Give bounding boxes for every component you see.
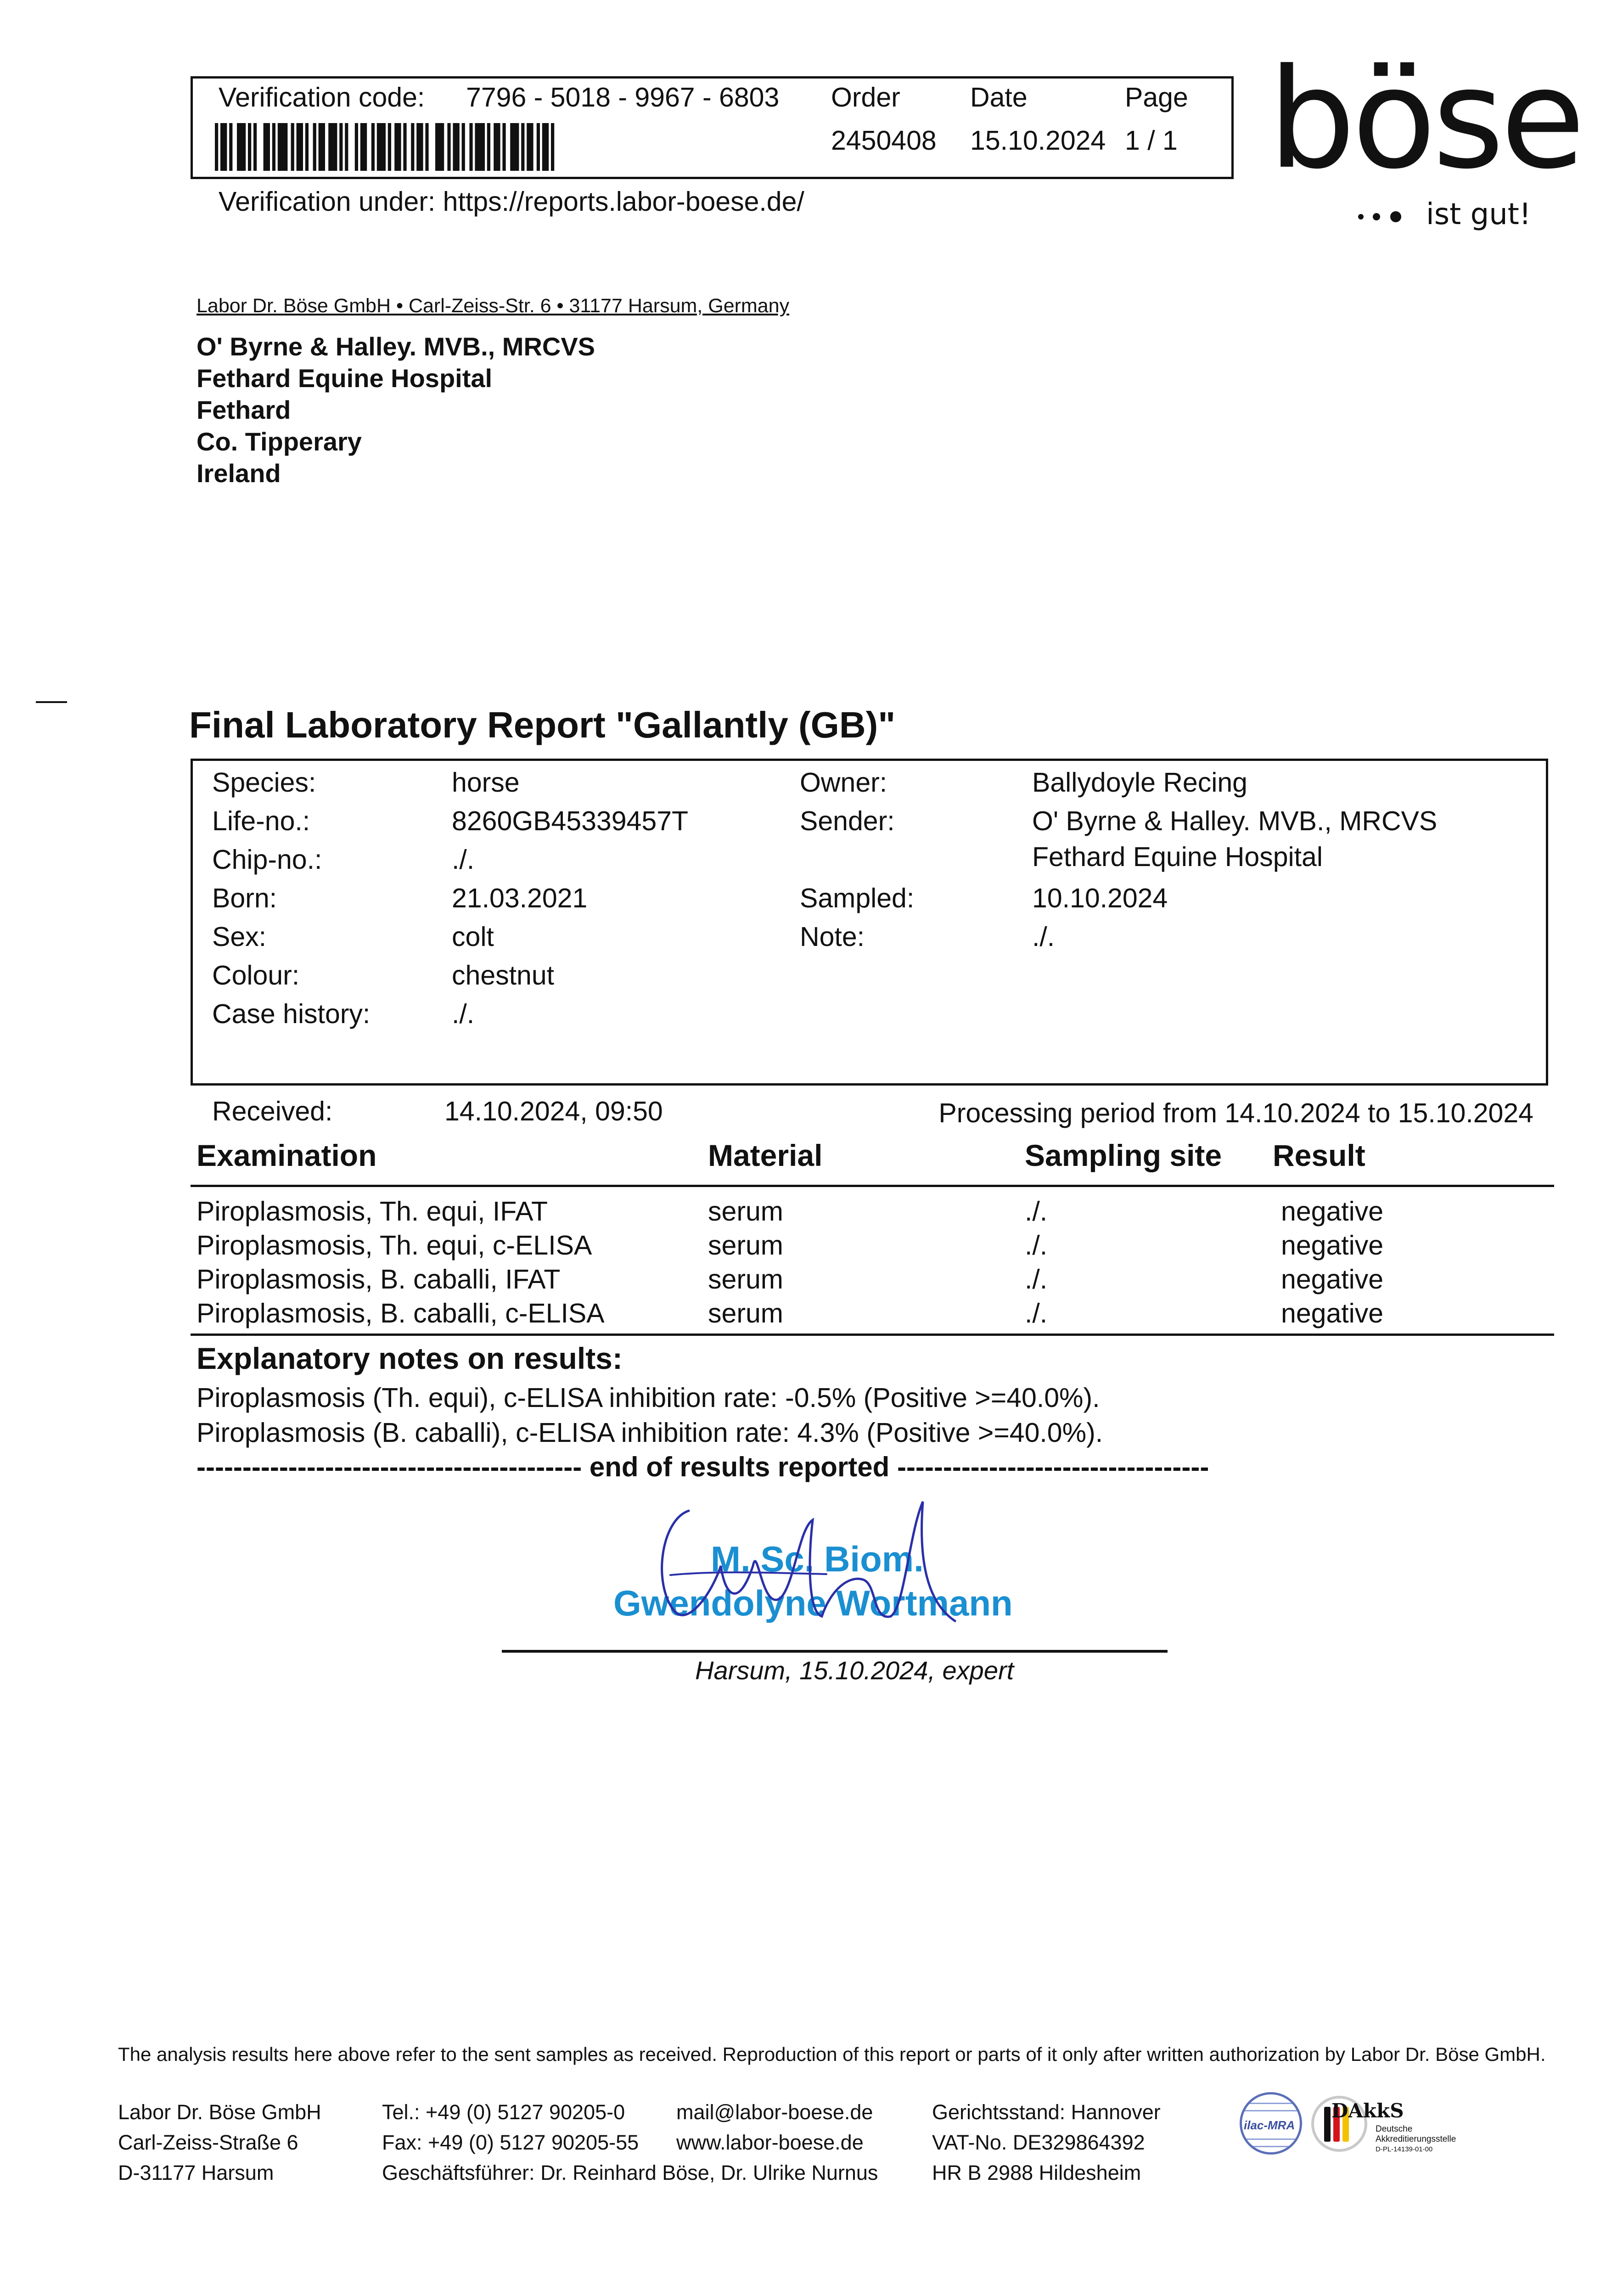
date-value: 15.10.2024: [970, 125, 1106, 156]
barcode-bar: [371, 123, 375, 171]
note-label: Note:: [800, 922, 865, 952]
owner-value: Ballydoyle Recing: [1032, 767, 1247, 798]
handwritten-signature: [634, 1492, 1001, 1639]
dakks-sub-1: Deutsche: [1376, 2124, 1413, 2134]
table-row-material: serum: [708, 1298, 783, 1328]
barcode-bar: [278, 123, 288, 171]
sender-line: Labor Dr. Böse GmbH • Carl-Zeiss-Str. 6 • 31177 Harsum, Germany: [197, 295, 790, 317]
barcode-bar: [411, 123, 414, 171]
table-row-examination: Piroplasmosis, B. caballi, c-ELISA: [197, 1298, 605, 1328]
barcode-bar: [542, 123, 549, 171]
life-no-label: Life-no.:: [212, 806, 310, 836]
barcode-bar: [403, 123, 406, 171]
order-label: Order: [831, 82, 900, 113]
boese-logo: böse: [1268, 39, 1582, 199]
barcode-bar: [264, 123, 270, 171]
born-value: 21.03.2021: [452, 883, 588, 913]
table-header-rule: [191, 1185, 1554, 1187]
barcode-bar: [425, 123, 428, 171]
barcode-bar: [537, 123, 540, 171]
report-title: Final Laboratory Report "Gallantly (GB)": [189, 704, 896, 745]
recipient-line: Ireland: [197, 459, 281, 488]
footer-line: D-31177 Harsum: [118, 2161, 274, 2184]
table-row-result: negative: [1281, 1196, 1384, 1227]
order-value: 2450408: [831, 125, 937, 156]
barcode-bar: [475, 123, 485, 171]
chip-no-value: ./.: [452, 844, 475, 875]
barcode-bar: [377, 123, 386, 171]
end-of-results-line: ------------------------------------------ end of results reported ----------------------------------: [197, 1452, 1209, 1482]
footer-email[interactable]: mail@labor-boese.de: [676, 2100, 873, 2124]
footer-line: Labor Dr. Böse GmbH: [118, 2100, 321, 2124]
sex-value: colt: [452, 922, 494, 952]
logo-tagline: ist gut!: [1426, 197, 1531, 231]
barcode-bar: [297, 123, 303, 171]
table-header-examination: Examination: [197, 1138, 377, 1172]
barcode-bar: [487, 123, 490, 171]
received-value: 14.10.2024, 09:50: [444, 1096, 663, 1126]
page-value: 1 / 1: [1125, 125, 1178, 156]
barcode-bar: [510, 123, 519, 171]
colour-label: Colour:: [212, 960, 300, 990]
barcode-bar: [435, 123, 444, 171]
note-value: ./.: [1032, 922, 1055, 952]
recipient-line: Fethard: [197, 395, 291, 424]
footer-line: Gerichtsstand: Hannover: [932, 2100, 1161, 2124]
ilac-mra-logo-icon: [1240, 2092, 1302, 2155]
recipient-line: Co. Tipperary: [197, 427, 362, 456]
sampled-label: Sampled:: [800, 883, 915, 913]
barcode-bar: [551, 123, 554, 171]
page-label: Page: [1125, 82, 1188, 113]
barcode-bar: [313, 123, 316, 171]
sampled-value: 10.10.2024: [1032, 883, 1168, 913]
barcode-bar: [394, 123, 401, 171]
processing-period: Processing period from 14.10.2024 to 15.10.2024: [938, 1098, 1533, 1128]
barcode-bar: [248, 123, 251, 171]
owner-label: Owner:: [800, 767, 887, 798]
footer-website[interactable]: www.labor-boese.de: [676, 2131, 864, 2154]
barcode-bar: [339, 123, 343, 171]
signature-line: [502, 1650, 1168, 1653]
footer-line: Fax: +49 (0) 5127 90205-55: [382, 2131, 639, 2154]
signer-name: Gwendolyne Wortmann: [613, 1583, 1013, 1623]
barcode-bar: [388, 123, 391, 171]
note-line: Piroplasmosis (B. caballi), c-ELISA inhibition rate: 4.3% (Positive >=40.0%).: [197, 1418, 1103, 1448]
dakks-logo: [1311, 2092, 1472, 2161]
notes-heading: Explanatory notes on results:: [197, 1341, 623, 1375]
barcode-bar: [355, 123, 358, 171]
barcode-bar: [462, 123, 465, 171]
verification-code: 7796 - 5018 - 9967 - 6803: [466, 82, 780, 113]
dakks-sub-2: Akkreditierungsstelle: [1376, 2134, 1456, 2144]
life-no-value: 8260GB45339457T: [452, 806, 689, 836]
species-label: Species:: [212, 767, 316, 798]
barcode-bar: [345, 123, 348, 171]
barcode-bar: [453, 123, 459, 171]
table-row-result: negative: [1281, 1298, 1384, 1328]
signature-place-date: Harsum, 15.10.2024, expert: [695, 1656, 1014, 1685]
footer-line: Geschäftsführer: Dr. Reinhard Böse, Dr. Ulrike Nurnus: [382, 2161, 878, 2184]
table-row-examination: Piroplasmosis, Th. equi, c-ELISA: [197, 1230, 592, 1261]
barcode-bar: [328, 123, 337, 171]
table-row-site: ./.: [1025, 1196, 1048, 1227]
table-row-site: ./.: [1025, 1230, 1048, 1261]
born-label: Born:: [212, 883, 277, 913]
table-row-site: ./.: [1025, 1264, 1048, 1294]
table-header-sampling-site: Sampling site: [1025, 1138, 1222, 1172]
table-row-result: negative: [1281, 1264, 1384, 1294]
barcode: [215, 123, 555, 171]
disclaimer: The analysis results here above refer to the sent samples as received. Reproduction of this report or parts of it only after written authorization by Labor Dr. Böse GmbH.: [118, 2043, 1546, 2065]
signer-title: M. Sc. Biom.: [711, 1539, 924, 1579]
date-label: Date: [970, 82, 1028, 113]
barcode-bar: [272, 123, 275, 171]
barcode-bar: [215, 123, 218, 171]
recipient-line: Fethard Equine Hospital: [197, 364, 493, 393]
recipient-line: O' Byrne & Halley. MVB., MRCVS: [197, 332, 595, 361]
sender-value-line-2: Fethard Equine Hospital: [1032, 842, 1323, 872]
barcode-bar: [502, 123, 505, 171]
colour-value: chestnut: [452, 960, 555, 990]
footer-line: HR B 2988 Hildesheim: [932, 2161, 1141, 2184]
table-bottom-rule: [191, 1334, 1554, 1336]
footer-line: Carl-Zeiss-Straße 6: [118, 2131, 298, 2154]
dakks-id: D-PL-14139-01-00: [1376, 2145, 1433, 2153]
case-history-label: Case history:: [212, 999, 371, 1029]
species-value: horse: [452, 767, 520, 798]
case-history-value: ./.: [452, 999, 475, 1029]
note-line: Piroplasmosis (Th. equi), c-ELISA inhibition rate: -0.5% (Positive >=40.0%).: [197, 1383, 1100, 1413]
barcode-bar: [469, 123, 472, 171]
table-row-site: ./.: [1025, 1298, 1048, 1328]
sender-value: O' Byrne & Halley. MVB., MRCVS: [1032, 806, 1438, 836]
fold-mark: [36, 701, 67, 703]
chip-no-label: Chip-no.:: [212, 844, 322, 875]
barcode-bar: [416, 123, 423, 171]
table-row-result: negative: [1281, 1230, 1384, 1261]
table-row-material: serum: [708, 1230, 783, 1261]
table-row-examination: Piroplasmosis, Th. equi, IFAT: [197, 1196, 548, 1227]
barcode-bar: [447, 123, 450, 171]
table-row-material: serum: [708, 1264, 783, 1294]
barcode-bar: [494, 123, 500, 171]
table-header-result: Result: [1273, 1138, 1365, 1172]
barcode-bar: [360, 123, 367, 171]
ilac-text: ilac-MRA: [1244, 2118, 1295, 2132]
barcode-bar: [527, 123, 533, 171]
footer-line: VAT-No. DE329864392: [932, 2131, 1145, 2154]
verification-label: Verification code:: [219, 82, 425, 113]
table-header-material: Material: [708, 1138, 823, 1172]
barcode-bar: [220, 123, 227, 171]
footer-line: Tel.: +49 (0) 5127 90205-0: [382, 2100, 625, 2124]
barcode-bar: [305, 123, 309, 171]
sender-label: Sender:: [800, 806, 895, 836]
sex-label: Sex:: [212, 922, 267, 952]
barcode-bar: [229, 123, 232, 171]
barcode-bar: [237, 123, 246, 171]
received-label: Received:: [212, 1096, 333, 1126]
table-row-material: serum: [708, 1196, 783, 1227]
barcode-bar: [291, 123, 294, 171]
barcode-bar: [521, 123, 524, 171]
verification-url: Verification under: https://reports.labor-boese.de/: [219, 186, 804, 217]
barcode-bar: [319, 123, 325, 171]
barcode-bar: [253, 123, 257, 171]
dakks-text: DAkkS: [1331, 2099, 1404, 2122]
table-row-examination: Piroplasmosis, B. caballi, IFAT: [197, 1264, 561, 1294]
